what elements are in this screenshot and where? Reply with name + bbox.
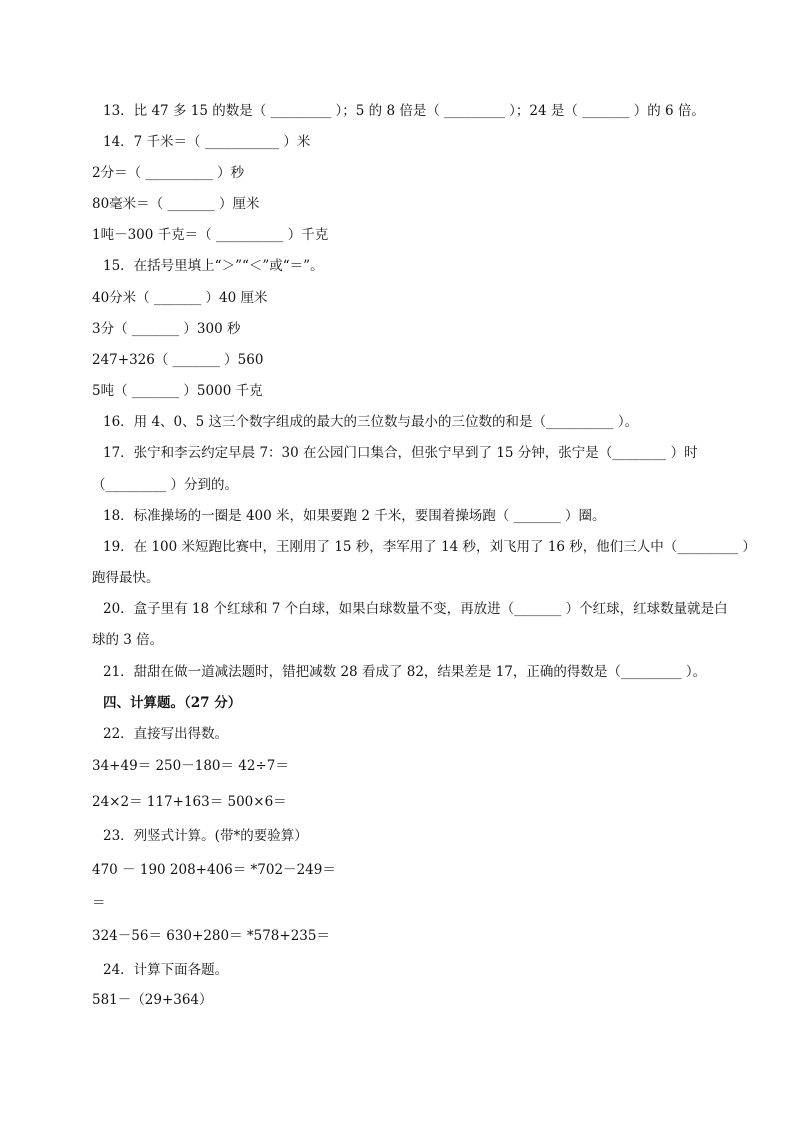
question-17: 17．张宁和李云约定早晨 7：30 在公园门口集合，但张宁早到了 15 分钟，张宁是（________ ）时 <box>103 445 698 461</box>
question-19: 19．在 100 米短跑比赛中，王刚用了 15 秒，李军用了 14 秒，刘飞用了 16 秒，他们三人中（_________ ） <box>103 539 756 555</box>
question-20: 20．盒子里有 18 个红球和 7 个白球，如果白球数量不变，再放进（_______ ）个红球，红球数量就是白 <box>103 601 728 617</box>
question-14: 14．7 千米＝（ ___________ ）米 <box>103 134 311 150</box>
question-24-item-1: 581－（29+364） <box>92 992 213 1008</box>
question-13: 13．比 47 多 15 的数是（ _________ ）；5 的 8 倍是（ _________ ）；24 是（ _______ ）的 6 倍。 <box>103 103 705 119</box>
question-24: 24．计算下面各题。 <box>103 962 229 978</box>
question-22-row-1: 34+49＝ 250－180＝ 42÷7＝ <box>92 758 289 774</box>
question-23-row-2: 324－56＝ 630+280＝ *578+235＝ <box>92 928 330 944</box>
question-17-continued: （_________ ）分到的。 <box>92 477 239 493</box>
question-15-item-2: 3分（ _______ ）300 秒 <box>92 321 241 337</box>
question-19-continued: 跑得最快。 <box>92 570 160 586</box>
question-23-row-1-continued: ＝ <box>92 895 106 911</box>
question-14-item-4: 1吨－300 千克＝（ __________ ）千克 <box>92 227 329 243</box>
question-16: 16．用 4、0、5 这三个数字组成的最大的三位数与最小的三位数的和是（__________ ）。 <box>103 414 639 430</box>
section-heading-calculation: 四、计算题。（27 分） <box>103 695 242 711</box>
question-22: 22．直接写出得数。 <box>103 726 229 742</box>
question-18: 18．标准操场的一圈是 400 米，如果要跑 2 千米，要围着操场跑（ _______ ）圈。 <box>103 508 606 524</box>
question-14-item-3: 80毫米＝（ _______ ）厘米 <box>92 196 260 212</box>
question-23: 23．列竖式计算。(带*的要验算） <box>103 828 308 844</box>
question-15-item-4: 5吨（ _______ ）5000 千克 <box>92 383 263 399</box>
question-14-item-2: 2分＝（ __________ ）秒 <box>92 165 245 181</box>
question-15-item-1: 40分米（ _______ ）40 厘米 <box>92 290 268 306</box>
question-23-row-1: 470 － 190 208+406＝ *702－249＝ <box>92 862 336 878</box>
question-21: 21．甜甜在做一道减法题时，错把减数 28 看成了 82，结果差是 17，正确的得数是（_________ ）。 <box>103 664 707 680</box>
question-22-row-2: 24×2＝ 117+163＝ 500×6＝ <box>92 794 287 810</box>
question-15: 15．在括号里填上“＞”“＜”或“＝”。 <box>103 258 324 274</box>
question-20-continued: 球的 3 倍。 <box>92 632 164 648</box>
question-15-item-3: 247+326（ _______ ）560 <box>92 352 264 368</box>
